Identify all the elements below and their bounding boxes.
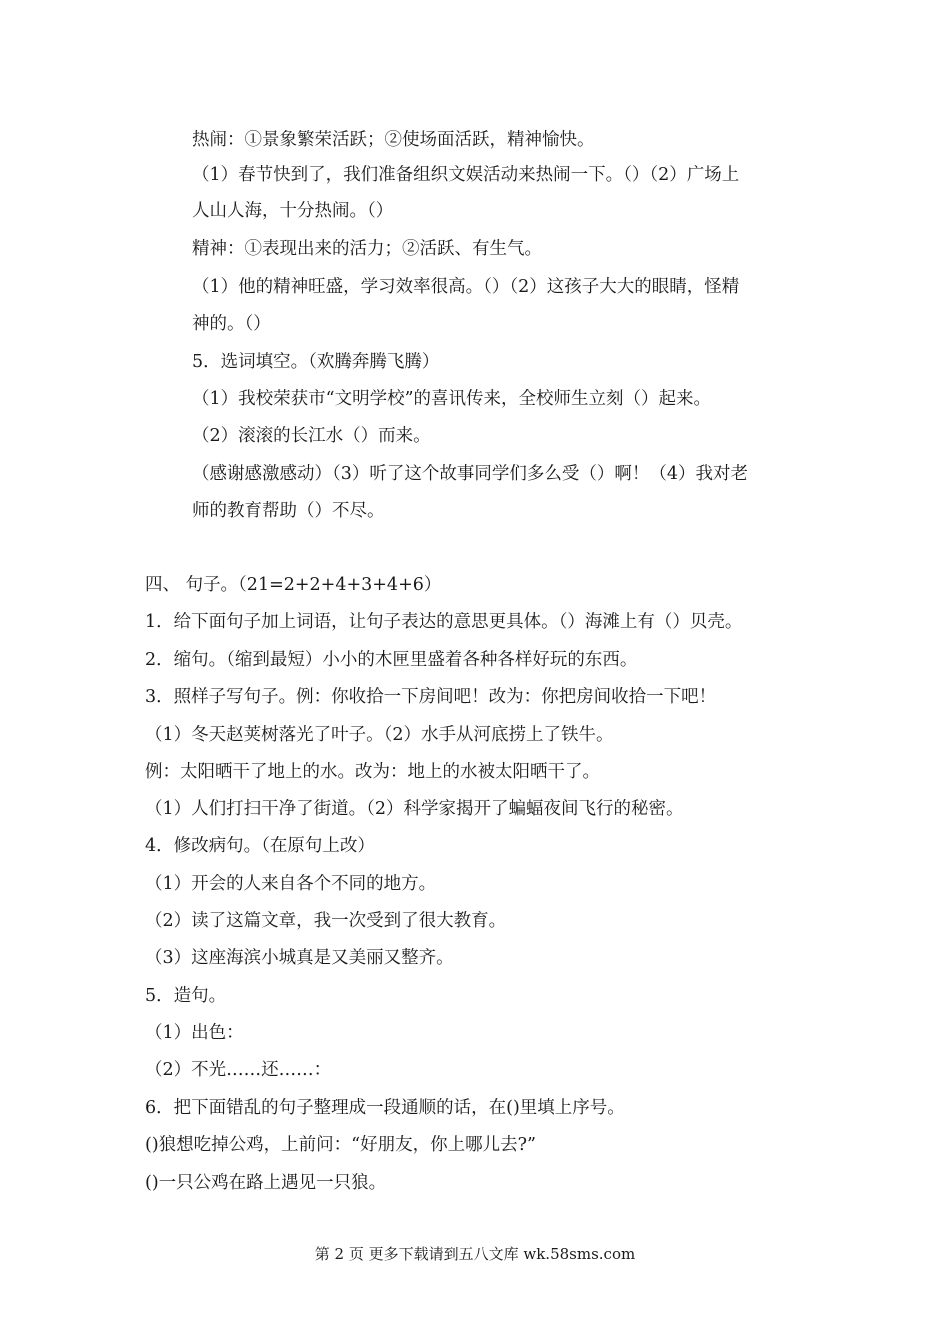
s4-question-2: 2．缩句。（缩到最短）小小的木匣里盛着各种各样好玩的东西。	[145, 650, 638, 670]
jingshen-example-line-1: （1）他的精神旺盛，学习效率很高。（）（2）这孩子大大的眼睛，怪精	[192, 277, 740, 297]
s4-question-3-items-b: （1）人们打扫干净了街道。（2）科学家揭开了蝙蝠夜间飞行的秘密。	[145, 799, 684, 819]
page-footer: 第 2 页 更多下载请到五八文库 wk.58sms.com	[314, 1245, 636, 1263]
s4-question-4: 4．修改病句。（在原句上改）	[145, 836, 375, 856]
s4-question-5-item-1: （1）出色：	[145, 1023, 244, 1043]
s4-question-6-sentence-2: ()一只公鸡在路上遇见一只狼。	[145, 1173, 387, 1193]
question-5-item-4-cont: 师的教育帮助（）不尽。	[192, 501, 385, 521]
s4-question-3-items-a: （1）冬天赵荚树落光了叶子。（2）水手从河底捞上了铁牛。	[145, 725, 614, 745]
s4-question-4-item-1: （1）开会的人来自各个不同的地方。	[145, 874, 437, 894]
s4-question-3-example-2: 例：太阳晒干了地上的水。改为：地上的水被太阳晒干了。	[145, 762, 600, 782]
question-5-item-3-4: （感谢感激感动）（3）听了这个故事同学们多么受（）啊！（4）我对老	[192, 464, 749, 484]
renao-example-line-2: 人山人海，十分热闹。（）	[192, 201, 394, 221]
s4-question-6: 6．把下面错乱的句子整理成一段通顺的话，在()里填上序号。	[145, 1098, 625, 1118]
s4-question-5: 5．造句。	[145, 986, 227, 1006]
s4-question-4-item-2: （2）读了这篇文章，我一次受到了很大教育。	[145, 911, 507, 931]
question-5-item-1: （1）我校荣获市“文明学校”的喜讯传来，全校师生立刻（）起来。	[192, 389, 712, 409]
section-4-heading: 四、 句子。（21=2+2+4+3+4+6）	[145, 575, 442, 595]
s4-question-5-item-2: （2）不光……还……：	[145, 1060, 332, 1080]
s4-question-6-sentence-1: ()狼想吃掉公鸡，上前问：“好朋友，你上哪儿去?”	[145, 1135, 536, 1155]
s4-question-3: 3．照样子写句子。例：你收拾一下房间吧！改为：你把房间收拾一下吧！	[145, 687, 717, 707]
definition-renao: 热闹：①景象繁荣活跃；②使场面活跃，精神愉快。	[192, 130, 595, 150]
question-5-heading: 5．选词填空。（欢腾奔腾飞腾）	[192, 352, 440, 372]
definition-jingshen: 精神：①表现出来的活力；②活跃、有生气。	[192, 239, 542, 259]
renao-example-line-1: （1）春节快到了，我们准备组织文娱活动来热闹一下。（）（2）广场上	[192, 165, 740, 185]
jingshen-example-line-2: 神的。（）	[192, 314, 271, 334]
s4-question-1: 1．给下面句子加上词语，让句子表达的意思更具体。（）海滩上有（）贝壳。	[145, 612, 743, 632]
question-5-item-2: （2）滚滚的长江水（）而来。	[192, 426, 431, 446]
s4-question-4-item-3: （3）这座海滨小城真是又美丽又整齐。	[145, 948, 454, 968]
